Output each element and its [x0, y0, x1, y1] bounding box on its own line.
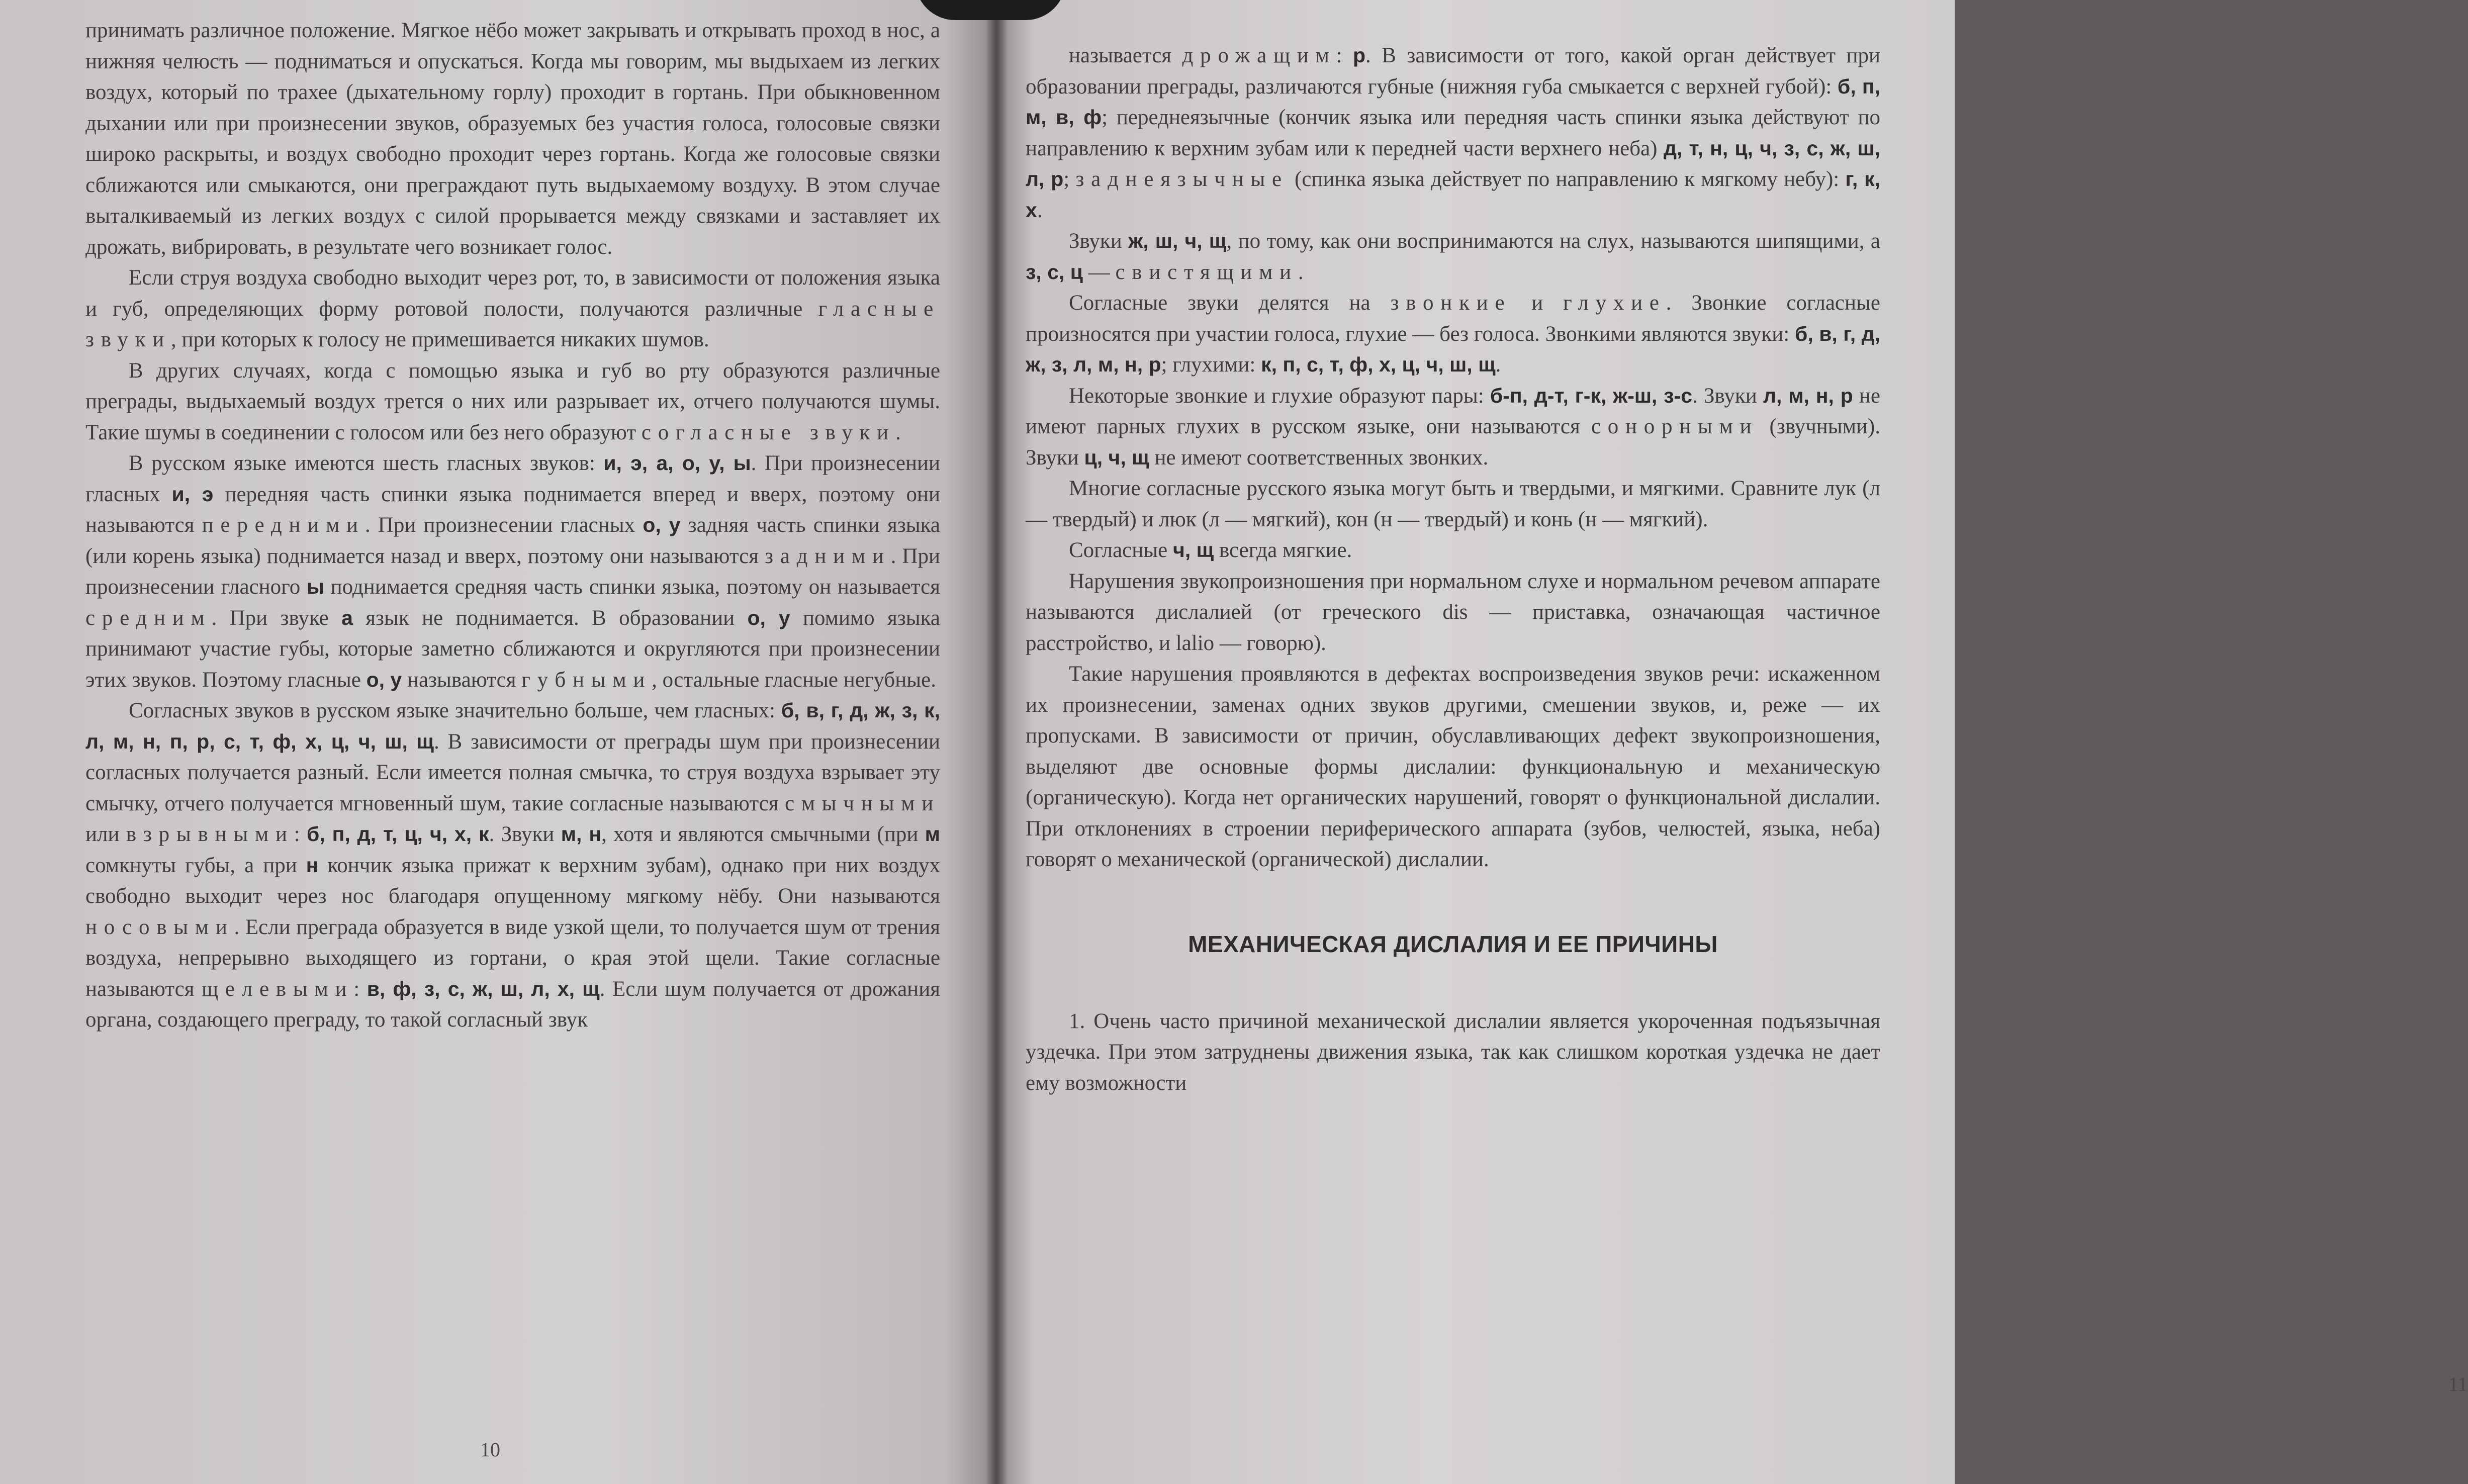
text-run: . В зависимости от того, какой орган действует при образовании преграды, различаются губные (нижняя губа смыкается с верхней губой): [1026, 44, 1881, 99]
text-run: . Если преграда образуется в виде узкой щели, то получается шум от трения воздуха, непрерывно выходящего из гортани, о края этой щели. Такие согласные называются [85, 915, 940, 1001]
bold-letters: в, ф, з, с, ж, ш, л, х, щ [367, 977, 600, 1000]
text-run: В русском языке имеются шесть гласных звуков: [129, 451, 604, 475]
spaced-term: смычными [784, 791, 940, 815]
paragraph [1026, 566, 1880, 659]
bold-letters: ч, щ [1173, 538, 1214, 562]
text-run: . [1495, 353, 1501, 377]
text-run: , хотя и являются смычными (при [601, 822, 925, 846]
bold-letters: р [1353, 44, 1366, 67]
text-run: . Если шум получается от дрожания органа, создающего преграду, то такой согласный звук [85, 977, 940, 1032]
bold-letters: м [925, 822, 940, 846]
spaced-term: задними [765, 544, 891, 568]
right-page-text [1026, 40, 1880, 1098]
text-run: . В зависимости от преграды шум при произнесении согласных получается разный. Если имеется полная смычка, то струя воздуха взрывает эту смычку, отчего получается мгновенный шум, такие согласные называются [85, 729, 940, 815]
text-run: Многие согласные русского языка могут быть и твердыми, и мягкими. Сравните лук (л — твердый) и люк (л — мягкий), кон (н — твердый) и конь (н — мягкий). [1026, 477, 1880, 531]
paragraph [1026, 226, 1880, 288]
spaced-term: гласные звуки [85, 297, 940, 351]
text-run: . При произнесении гласных [364, 513, 643, 537]
text-run: принимать различное положение. Мягкое нёбо может закрывать и открывать проход в нос, а нижняя челюсть — подниматься и опускаться. Когда мы говорим, мы выдыхаем из легких воздух, который по трахее (дыхательному горлу) проходит в гортань. При обыкновенном дыхании или при произнесении звуков, образуемых без участия голоса, голосовые связки широко раскрыты, и воздух свободно проходит через гортань. Когда же голосовые связки сближаются или смыкаются, они преграждают путь выдыхаемому воздуху. В этом случае выталкиваемый из легких воздух с силой прорывается между связками и заставляет их дрожать, вибрировать, в результате чего возникает голос. [85, 19, 940, 259]
page-number-left: 10 [480, 1438, 500, 1461]
bold-letters: б, п, д, т, ц, ч, х, к [306, 822, 489, 846]
spaced-term: губными [521, 668, 652, 692]
text-run: называются [402, 668, 522, 692]
bold-letters: л, м, н, р [1763, 384, 1853, 407]
bold-letters: б, п, м, в, ф [1026, 74, 1880, 129]
text-run: (звучными). Звуки [1026, 415, 1880, 470]
bold-letters: м, н [561, 822, 602, 846]
spaced-term: носовыми [85, 915, 234, 939]
book-gutter [985, 0, 1008, 1484]
text-run: Согласных звуков в русском языке значительно больше, чем гласных: [129, 699, 781, 722]
spaced-term: сонорными [1591, 415, 1759, 438]
spaced-term: средним [85, 606, 212, 630]
text-run: и [1511, 291, 1564, 315]
bold-letters: о, у [747, 606, 790, 629]
text-run: : [294, 822, 307, 846]
text-run: поднимается средняя часть спинки языка, поэтому он называется [324, 575, 940, 599]
text-run: передняя часть спинки языка поднимается вперед и вверх, поэтому они называются [85, 482, 940, 537]
text-run: . [1298, 260, 1304, 284]
spaced-term: свистящими [1115, 260, 1298, 284]
text-run: не имеют парных глухих в русском языке, они называются [1026, 384, 1881, 438]
bold-letters: з, с, ц [1026, 260, 1083, 284]
text-run: Нарушения звукопроизношения при нормальном слухе и нормальном речевом аппарате называются дислалией (от греческого dis — приставка, означающая частичное расстройство, и lalio — говорю). [1026, 569, 1880, 655]
paragraph [1026, 473, 1880, 535]
text-run: . [895, 420, 901, 444]
right-page-after-heading [1026, 1006, 1880, 1099]
page-number-right: 11 [2448, 1373, 2468, 1396]
bold-letters: ц, ч, щ [1084, 445, 1149, 469]
text-run: , по тому, как они воспринимаются на слух, называются шипящими, а [1226, 229, 1880, 253]
spaced-term: заднеязычные [1075, 167, 1289, 191]
paragraph [1026, 659, 1880, 875]
text-run: Согласные [1069, 538, 1173, 562]
spaced-term: передними [202, 513, 365, 537]
paragraph [85, 448, 940, 695]
bold-letters: о, у [643, 513, 681, 536]
paragraph [1026, 535, 1880, 566]
text-run: ; [1063, 167, 1076, 191]
text-run: , остальные гласные негубные. [652, 668, 937, 692]
text-run: . При звуке [211, 606, 342, 630]
spaced-term: взрывными [126, 822, 294, 846]
text-run: . Звуки [1692, 384, 1763, 408]
text-run: всегда мягкие. [1214, 538, 1352, 562]
spaced-term: щелевыми [202, 977, 354, 1001]
spaced-term: дрожащим [1182, 44, 1336, 67]
paragraph [85, 355, 940, 448]
left-page [0, 0, 995, 1484]
spaced-term: звонкие [1390, 291, 1512, 315]
text-run: В других случаях, когда с помощью языка и губ во рту образуются различные преграды, выдыхаемый воздух трется о них или разрывает их, отчего получаются шумы. Такие шумы в соединении с голосом или без него образуют [85, 358, 940, 444]
text-run: ; переднеязычные (кончик языка или передняя часть спинки языка действуют по направлению к верхним зубам или к передней части верхнего неба) [1026, 106, 1880, 160]
spaced-term: глухие [1563, 291, 1666, 315]
right-page-body [1026, 40, 1880, 875]
bold-letters: г, к, х [1026, 167, 1881, 222]
text-run: Если струя воздуха свободно выходит через рот, то, в зависимости от положения языка и губ, определяющих форму ротовой полости, получаются различные [85, 266, 940, 321]
bold-letters: а [341, 606, 353, 629]
bold-letters: и, э, а, о, у, ы [603, 451, 751, 475]
bold-letters: и, э [171, 482, 214, 506]
text-run: Согласные звуки делятся на [1069, 291, 1391, 315]
paragraph [85, 262, 940, 355]
bold-letters: ж, ш, ч, щ [1128, 229, 1227, 252]
text-run: — [1082, 260, 1116, 284]
text-run: кончик языка прижат к верхним зубам), однако при них воздух свободно выходит через нос благодаря опущенному мягкому нёбу. Они называются [85, 853, 940, 908]
text-run: Звуки [1069, 229, 1129, 253]
text-run: задняя часть спинки языка (или корень языка) поднимается назад и вверх, поэтому они называются [85, 513, 940, 568]
text-run: сомкнуты губы, а при [85, 853, 306, 877]
paragraph [1026, 40, 1880, 226]
text-run: ; глухими: [1161, 353, 1261, 377]
bold-letters: б, в, г, д, ж, з, л, м, н, р [1026, 322, 1880, 376]
text-run: Такие нарушения проявляются в дефектах воспроизведения звуков речи: искаженном их произнесении, заменах одних звуков другими, смешении звуков, и, реже — их пропусками. В зависимости от причин, обуславливающих дефект звукопроизношения, выделяют две основные формы дислалии: функциональную и механическую (органическую). Когда нет органических нарушений, говорят о функциональной дислалии. При отклонениях в строении периферического аппарата (зубов, челюстей, языка, неба) говорят о механической (органической) дислалии. [1026, 662, 1880, 871]
text-run: . [1037, 198, 1043, 222]
paragraph [85, 695, 940, 1036]
paragraph [1026, 1006, 1880, 1099]
bold-letters: д, т, н, ц, ч, з, с, ж, ш, л, р [1026, 136, 1880, 191]
left-page-text [85, 15, 940, 1036]
text-run: . Звонкие согласные произносятся при участии голоса, глухие — без голоса. Звонкими являются звуки: [1026, 291, 1880, 346]
bold-letters: к, п, с, т, ф, х, ц, ч, ш, щ [1261, 353, 1496, 376]
text-run: не имеют соответственных звонких. [1149, 445, 1489, 470]
bold-letters: б, в, г, д, ж, з, к, л, м, н, п, р, с, т, ф, х, ц, ч, ш, щ [85, 699, 940, 753]
bold-letters: б-п, д-т, г-к, ж-ш, з-с [1490, 384, 1693, 407]
paragraph [1026, 381, 1880, 474]
text-run: или [85, 822, 126, 846]
text-run: , при которых к голосу не примешивается никаких шумов. [171, 328, 709, 351]
bold-letters: ы [306, 575, 324, 598]
spaced-term: согласные звуки [641, 420, 895, 444]
text-run: язык не поднимается. В образовании [352, 606, 748, 630]
text-run: называется [1069, 44, 1182, 67]
bold-letters: о, у [366, 668, 402, 691]
text-run: 1. Очень часто причиной механической дислалии является укороченная подъязычная уздечка. При этом затруднены движения языка, так как слишком короткая уздечка не дает ему возможности [1026, 1009, 1880, 1095]
text-run: (спинка языка действует по направлению к мягкому небу): [1288, 167, 1846, 191]
text-run: . При произнесении гласного [85, 544, 940, 599]
paragraph [85, 15, 940, 262]
text-run: . При произнесении гласных [85, 451, 940, 506]
right-page [995, 0, 2468, 1484]
text-run: помимо языка принимают участие губы, которые заметно сближаются и округляются при произнесении этих звуков. Поэтому гласные [85, 606, 940, 692]
text-run: . Звуки [489, 822, 561, 846]
text-run: Некоторые звонкие и глухие образуют пары: [1069, 384, 1490, 408]
text-run: : [1336, 44, 1353, 67]
section-heading: МЕХАНИЧЕСКАЯ ДИСЛАЛИЯ И ЕЕ ПРИЧИНЫ [1188, 931, 1718, 957]
paragraph [1026, 288, 1880, 381]
text-run: : [353, 977, 367, 1001]
bold-letters: н [306, 853, 319, 877]
